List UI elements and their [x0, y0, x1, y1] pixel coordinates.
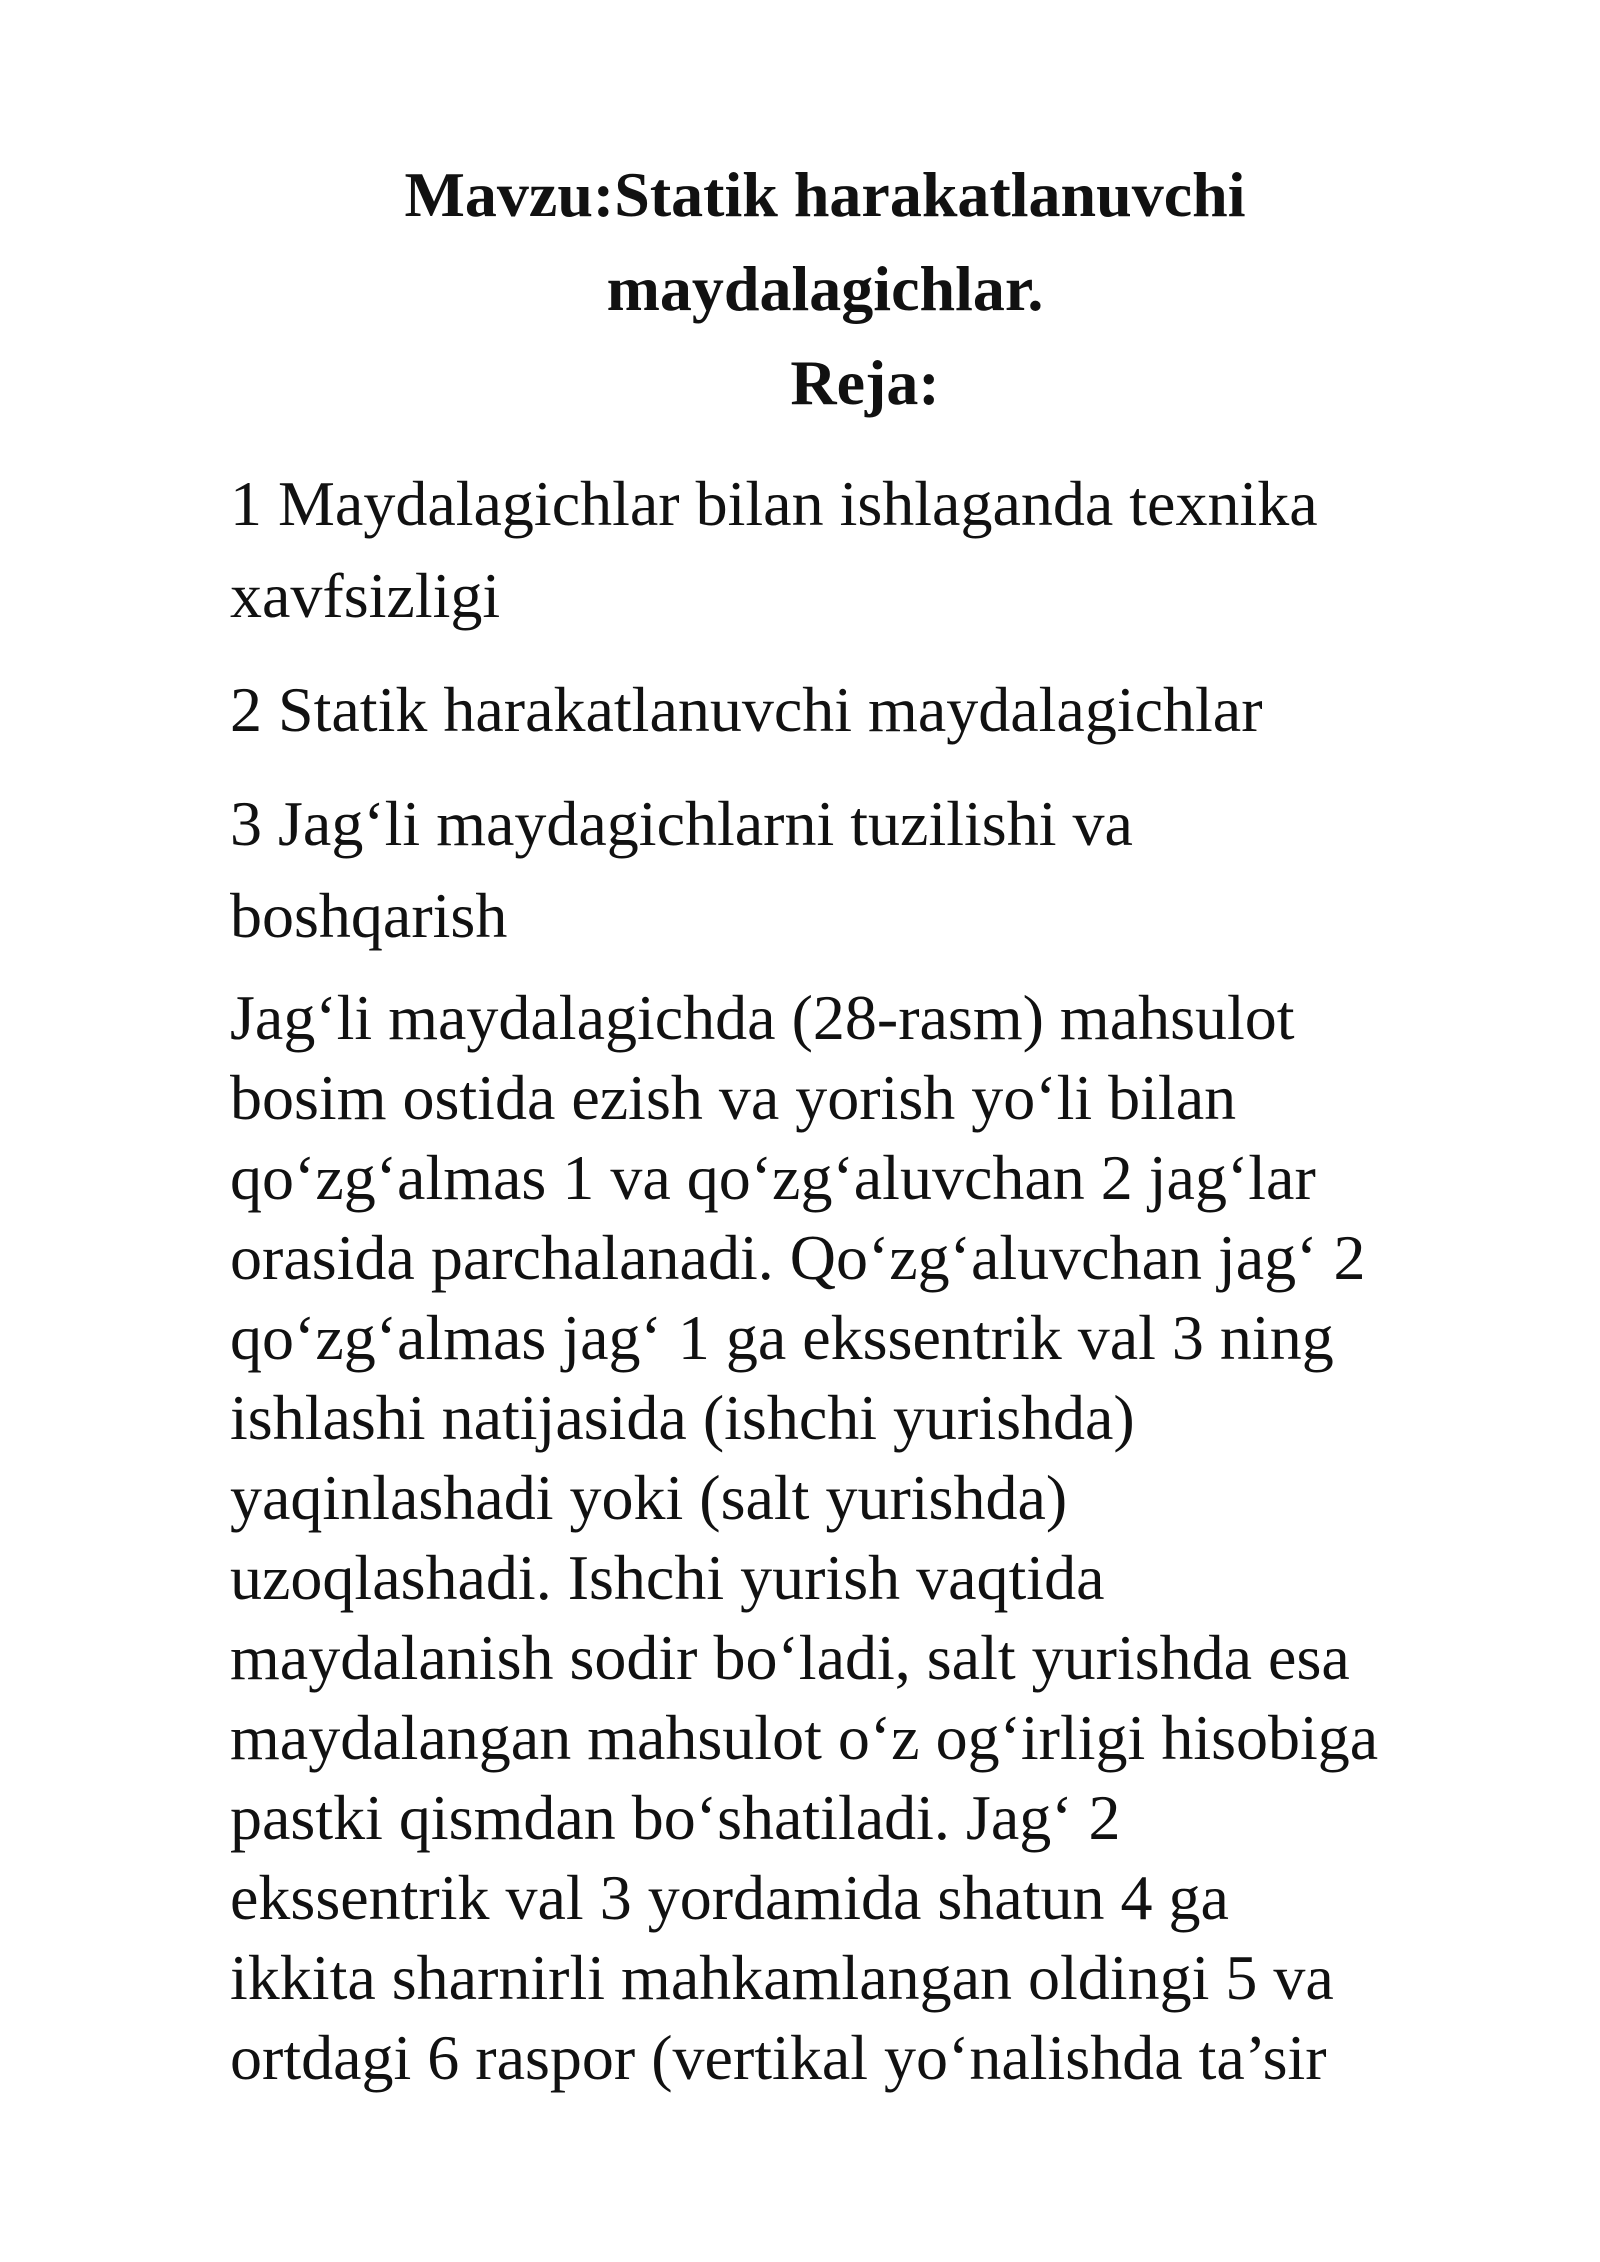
body-line: Jag‘li maydalagichda (28-rasm) mahsulot: [230, 982, 1295, 1053]
page-title-line-1: Mavzu:Statik harakatlanuvchi: [404, 159, 1246, 230]
body-line: qo‘zg‘almas jag‘ 1 ga ekssentrik val 3 ning: [230, 1302, 1334, 1373]
body-line: orasida parchalanadi. Qo‘zg‘aluvchan jag‘ 2: [230, 1222, 1366, 1293]
body-line: ekssentrik val 3 yordamida shatun 4 ga: [230, 1862, 1229, 1933]
plan-heading: Reja:: [790, 347, 940, 418]
title-block: [200, 148, 1450, 430]
plan-item-3: 3 Jag‘li maydagichlarni tuzilishi va boshqarish: [230, 788, 1133, 951]
body-line: pastki qismdan bo‘shatiladi. Jag‘ 2: [230, 1782, 1121, 1853]
plan-list: [230, 458, 1530, 962]
body-line: ishlashi natijasida (ishchi yurishda): [230, 1382, 1135, 1453]
plan-item-1: 1 Maydalagichlar bilan ishlaganda texnika xavfsizligi: [230, 468, 1318, 631]
body-line: ortdagi 6 raspor (vertikal yo‘nalishda ta’sir: [230, 2022, 1327, 2093]
body-line: bosim ostida ezish va yorish yo‘li bilan: [230, 1062, 1237, 1133]
plan-item-2: 2 Statik harakatlanuvchi maydalagichlar: [230, 674, 1263, 745]
page-title-line-2: maydalagichlar.: [606, 253, 1044, 324]
body-line: uzoqlashadi. Ishchi yurish vaqtida: [230, 1542, 1105, 1613]
body-line: yaqinlashadi yoki (salt yurishda): [230, 1462, 1068, 1533]
body-paragraph: [230, 978, 1530, 2098]
body-line: maydalanish sodir bo‘ladi, salt yurishda esa: [230, 1622, 1350, 1693]
body-line: qo‘zg‘almas 1 va qo‘zg‘aluvchan 2 jag‘lar: [230, 1142, 1316, 1213]
body-line: maydalangan mahsulot o‘z og‘irligi hisobiga: [230, 1702, 1379, 1773]
body-line: ikkita sharnirli mahkamlangan oldingi 5 va: [230, 1942, 1334, 2013]
